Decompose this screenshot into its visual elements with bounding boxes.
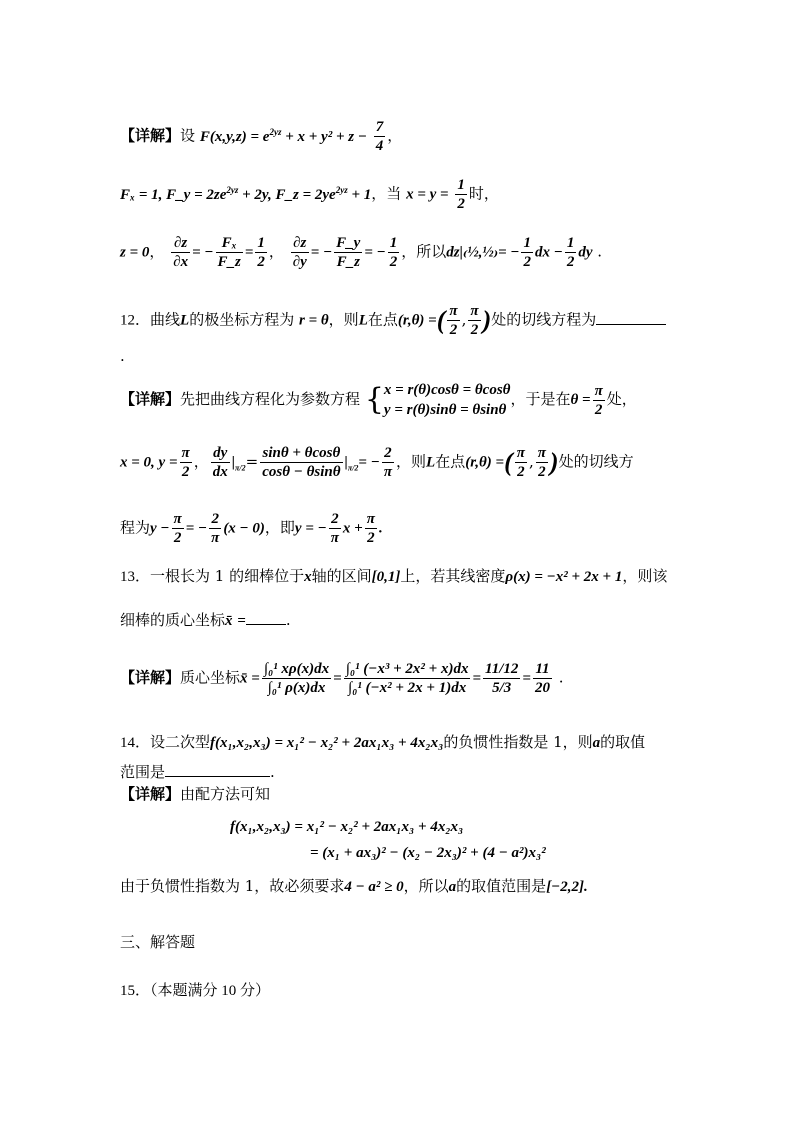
fraction [171,234,190,271]
text: 一根长为 1 的细棒位于 [150,567,305,585]
formula-part: + x + y² + z − [281,128,367,145]
question-13 [120,566,680,587]
numerator: π [537,445,546,461]
solution-label: 【详解】 [120,785,181,803]
operator: = [522,670,531,687]
denominator: ∫₀¹ ρ(x)dx [267,680,326,696]
formula-sup: 2yz [335,184,348,195]
question-number: 13． [120,569,151,585]
text: 细棒的质心坐标 [120,611,226,629]
numerator: Fₓ [216,234,243,253]
numerator: π [449,303,458,319]
numerator: sinθ + θcosθ [260,444,342,463]
equation-system [384,380,511,420]
fraction [329,510,341,547]
text: 三、解答题 [120,933,196,951]
formula: (x − 0) [223,520,265,537]
formula [120,184,372,203]
text: 设二次型 [150,733,211,751]
fraction [374,118,386,155]
numerator: π [173,511,182,527]
denominator: 2 [181,464,190,480]
solution-label: 【详解】 [120,668,181,687]
question-12-dot [120,346,680,366]
formula-part: + 2y, F_z = 2ye [238,186,336,203]
answer-blank[interactable] [246,624,286,625]
formula: f(x₁,x₂,x₃) = x₁² − x₂² + 2ax₁x₃ + 4x₂x₃ [230,819,464,835]
denominator: 2 [367,530,375,546]
denominator: ∂y [292,254,307,270]
text: ， [268,242,284,261]
numerator: π [470,303,479,319]
numerator: ∫₀¹ (−x³ + 2x² + x)dx [345,661,469,677]
solution-11-line1 [120,118,680,155]
formula: 4 − a² ≥ 0 [344,879,404,895]
solution-12-line3 [120,510,680,547]
text: 处的切线方程为 [491,310,597,329]
solution-11-line2 [120,176,680,213]
operator: = − [364,244,386,261]
numerator: ∂z [171,234,190,253]
solution-12-line1 [120,380,680,420]
numerator: 11/12 [485,661,519,677]
denominator: 20 [534,680,550,696]
text: . [597,242,603,261]
solution-14-conclusion [120,876,680,897]
text: 处的切线方 [558,452,634,471]
denominator: 2 [257,254,265,270]
numerator: π [366,511,375,527]
denominator: ∂x [173,254,189,270]
denominator: 2 [173,530,182,546]
fraction [260,444,342,481]
operator: = − [310,244,333,261]
solution-label: 【详解】 [120,390,181,408]
text: 的取值范围是 [456,877,547,895]
fraction [455,176,467,213]
answer-blank[interactable] [596,324,666,325]
numerator: 2 [329,510,341,529]
fraction [382,444,394,481]
solution-12-line2: x = 0, y = $\frac{\pi}{2}$ ， $\frac{dy}{dx}$ $|_{\pi/2}=$ $\frac{\sin\theta + \theta\cos\theta}{\cos\theta - \theta\sin\theta}$ $|_{\pi/2}=$ − $\frac{2}{\pi}$ ，则L在点(r,θ) =( $\frac{\pi}{2}$ , $\frac{\pi}{2}$ )处的切线方 [120,445,634,480]
question-15 [120,980,680,1001]
fraction [365,510,377,547]
formula: x [304,569,312,585]
formula: y = − [294,520,327,537]
bar: | [344,454,348,471]
fraction [172,510,184,547]
formula: = (x₁ + ax₃)² − (x₂ − 2x₃)² + (4 − a²)x₃² [310,845,546,861]
solution-14-eq2 [310,840,710,865]
denominator: F_z [336,254,360,270]
solution-label: 【详解】 [120,126,181,145]
section-heading [120,932,680,952]
text: ， [193,452,209,471]
denominator: F_z [217,254,241,270]
denominator: cosθ − θsinθ [262,464,341,480]
formula-sup: 2yz [226,184,239,195]
text: 曲线 [150,310,181,329]
text: ，于是在 [510,390,571,408]
text: 15．（本题满分 10 分） [120,983,271,999]
fraction [255,234,267,271]
operator: = − [498,244,520,261]
denominator: 2 [389,254,398,270]
paren-left: ( [436,305,446,335]
text: . [378,520,383,537]
denominator: 2 [538,464,546,480]
fraction [209,510,221,547]
numerator: π [516,445,525,461]
formula: (r,θ) = [465,454,505,471]
operator: = − [358,454,380,471]
denominator: π [330,530,339,546]
fraction [344,660,471,697]
text: 范围是 [120,763,166,781]
numerator: ∂z [291,234,309,253]
numerator: 11 [533,660,552,679]
solution-13 [120,660,680,697]
numerator: 2 [209,510,221,529]
text: ，当 [371,184,402,203]
fraction [468,302,480,339]
denominator: 2 [517,464,525,480]
text: . [558,668,564,687]
formula: [0,1] [371,569,401,585]
text: 由配方法可知 [180,785,271,803]
fraction [447,302,459,339]
denominator: 2 [523,254,531,270]
operator: = − [192,244,214,261]
text: . [285,611,291,629]
formula: a [448,879,457,895]
formula-part: + 1 [347,186,372,203]
fraction [483,660,520,697]
formula: L [426,454,436,471]
formula: a [592,735,601,751]
text: 的极坐标方程为 [189,310,295,329]
text: . [120,347,125,365]
paren-right: ) [549,447,559,477]
numerator: 1 [389,235,398,251]
numerator: 1 [523,235,531,251]
formula: θ = [570,392,591,408]
text: 的取值 [600,733,646,751]
text: 先把曲线方程化为参数方程 [180,390,361,408]
denominator: 2 [457,196,465,212]
denominator: 5/3 [492,680,512,696]
formula: L [180,312,190,329]
denominator: 4 [375,138,384,154]
subscript: π/2 [347,463,359,473]
answer-blank[interactable] [165,776,270,777]
denominator: ∫₀¹ (−x² + 2x + 1)dx [347,680,467,696]
denominator: 2 [594,401,603,418]
numerator: 1 [257,235,265,251]
text: 上，若其线密度 [400,567,506,585]
formula: f(x₁,x₂,x₃) = x₁² − x₂² + 2ax₁x₃ + 4x₂x₃ [210,735,444,751]
formula: L [358,312,368,329]
denominator: 2 [449,322,458,338]
fraction [291,234,309,271]
operator: = [244,244,254,261]
formula: r = θ [299,312,329,329]
fraction [216,234,243,271]
formula: dz|₍½,½₎ [446,244,499,261]
numerator: π [594,382,603,399]
text: ，则 [328,310,359,329]
text: ，所以 [403,877,449,895]
question-14 [120,732,680,753]
bar: | [231,454,236,471]
subscript: π/2 [235,463,246,473]
paren-left: ( [504,447,513,477]
formula: dy [578,244,593,261]
fraction [262,660,331,697]
formula: x̄ [225,613,233,629]
fraction [536,444,548,481]
fraction [334,234,362,271]
denominator: π [383,464,393,480]
denominator: 2 [470,322,479,338]
formula: ρ(x) = −x² + 2x + 1 [505,569,623,585]
question-12: 12．曲线L的极坐标方程为 r = θ，则L在点(r,θ) =( $\frac{\pi}{2}$ , $\frac{\pi}{2}$ )处的切线方程为 [120,302,680,339]
paren-right: ) [482,305,492,335]
text: ， [387,126,403,145]
text: 时， [468,184,499,203]
text: 设 [180,126,196,145]
operator: = [237,613,246,629]
numerator: 2 [382,444,394,463]
numerator: F_y [336,235,361,251]
text: . [584,879,588,895]
formula: x + [342,520,363,537]
text: ，则该 [622,567,668,585]
brace: { [364,382,384,417]
solution-14 [120,784,680,804]
text: ，即 [264,518,295,537]
text: 处， [606,390,637,408]
formula: x = r(θ)cosθ = θcosθ [383,382,511,398]
numerator: π [181,445,190,461]
formula: y = r(θ)sinθ = θsinθ [383,402,507,418]
text: 在点 [367,310,398,329]
text: . [270,763,275,781]
operator: = [333,670,342,687]
numerator: 7 [375,119,384,135]
text: 轴的区间 [311,567,372,585]
operator: = − [185,520,208,537]
text: 的负惯性指数是 1，则 [443,733,593,751]
formula: x̄ = [240,670,260,687]
fraction [515,444,527,481]
question-number: 14． [120,735,151,751]
formula-sup: 2yz [269,126,282,137]
fraction [533,660,552,697]
formula-part: F(x,y,z) = e [199,128,270,145]
solution-14-eq1 [230,814,630,839]
text: 由于负惯性指数为 1，故必须要求 [120,877,345,895]
formula: x = 0, y = [120,454,178,471]
formula [199,126,367,145]
formula: x = y = [406,186,449,203]
text: ， [149,242,165,261]
formula: z = 0 [120,244,150,261]
operator: = [472,670,482,687]
solution-11-line3 [120,234,680,271]
text: 程为 [120,518,151,537]
fraction [593,382,605,419]
text: ，所以 [401,242,447,261]
question-14-line2 [120,762,680,782]
formula-part: Fₓ = 1, F_y = 2ze [120,186,227,203]
denominator: 2 [566,254,575,270]
formula: [−2,2] [546,879,585,895]
text: ，则 [396,452,427,471]
denominator: π [211,530,220,546]
text: 在点 [435,452,466,471]
formula: y − [150,520,170,537]
numerator: dy [211,444,230,463]
fraction [388,234,400,271]
numerator: ∫₀¹ xρ(x)dx [263,661,330,677]
question-number: 12． [120,312,151,329]
fraction [211,444,230,481]
question-13-line2 [120,610,680,631]
fraction [180,444,192,481]
formula: (r,θ) = [397,312,437,329]
fraction [565,234,577,271]
denominator: dx [212,464,228,480]
numerator: 1 [457,177,465,193]
formula: dx − [534,244,563,261]
fraction [521,234,533,271]
numerator: 1 [566,235,575,251]
text: 质心坐标 [180,668,241,687]
